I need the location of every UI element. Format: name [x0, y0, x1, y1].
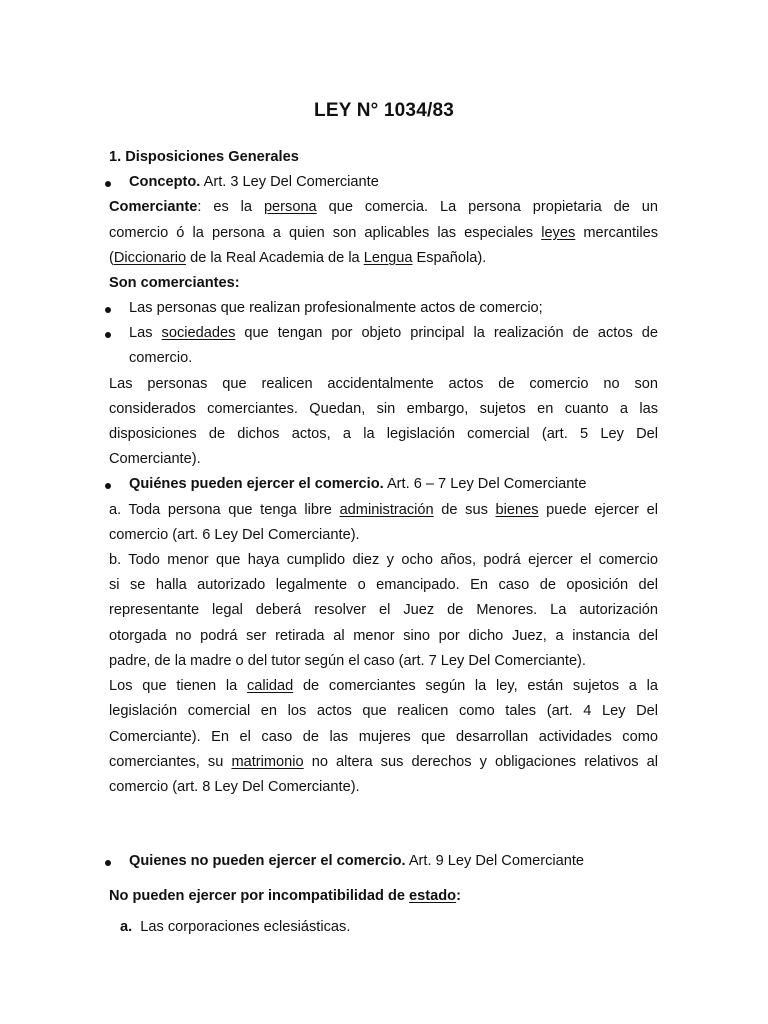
paragraph-line: Comerciante). [109, 451, 201, 467]
paragraph-line: padre, de la madre o del tutor según el caso (art. 7 Ley Del Comerciante). [109, 653, 586, 669]
calidad-line-4: comerciantes, su matrimonio no altera sus derechos y obligaciones relativos al [109, 754, 658, 770]
item-a-line-2: comercio (art. 6 Ley Del Comerciante). [109, 527, 360, 543]
paragraph-line: comercio (art. 8 Ley Del Comerciante). [109, 779, 360, 795]
section-heading: 1. Disposiciones Generales [109, 149, 299, 165]
list-item: Las sociedades que tengan por objeto principal la realización de actos de [129, 325, 658, 341]
bullet-icon [105, 483, 111, 489]
paragraph-line: Las personas que realicen accidentalmente actos de comercio no son [109, 376, 658, 392]
definition-line-3: (Diccionario de la Real Academia de la Lengua Española). [109, 250, 487, 266]
estado-link[interactable]: estado [409, 888, 457, 904]
administracion-link[interactable]: administración [339, 502, 434, 518]
paragraph-line: considerados comerciantes. Quedan, sin embargo, sujetos en cuanto a las [109, 401, 658, 417]
paragraph-line: b. Todo menor que haya cumplido diez y ocho años, podrá ejercer el comercio [109, 552, 658, 568]
paragraph-line: Comerciante). En el caso de las mujeres que desarrollan actividades como [109, 729, 658, 745]
concepto-line [129, 172, 658, 192]
item-a-line-1: a. Toda persona que tenga libre administración de sus bienes puede ejercer el [109, 502, 658, 518]
definition-line-2: comercio ó la persona a quien son aplicables las especiales leyes mercantiles [109, 225, 658, 241]
list-item-cont: comercio. [129, 350, 193, 366]
calidad-link[interactable]: calidad [246, 678, 294, 694]
diccionario-link[interactable]: Diccionario [113, 250, 187, 266]
bullet-icon [105, 860, 111, 866]
quienes-line: Quiénes pueden ejercer el comercio. Art. 6 – 7 Ley Del Comerciante [129, 476, 587, 492]
bullet-icon [105, 181, 111, 187]
matrimonio-link[interactable]: matrimonio [231, 754, 304, 770]
definition-line-1: Comerciante: es la persona que comercia. La persona propietaria de un [109, 199, 658, 215]
comerciante-term: Comerciante [109, 199, 198, 215]
list-marker: a. [120, 919, 133, 935]
paragraph-line: legislación comercial en los actos que realicen como tales (art. 4 Ley Del [109, 703, 658, 719]
list-item: a. Las corporaciones eclesiásticas. [120, 919, 351, 935]
persona-link[interactable]: persona [263, 199, 317, 215]
list-item: Las personas que realizan profesionalmente actos de comercio; [129, 300, 543, 316]
paragraph-line: representante legal deberá resolver el Juez de Menores. La autorización [109, 602, 658, 618]
paragraph-line: disposiciones de dichos actos, a la legislación comercial (art. 5 Ley Del [109, 426, 658, 442]
sociedades-link[interactable]: sociedades [161, 325, 236, 341]
calidad-line-1: Los que tienen la calidad de comerciantes según la ley, están sujetos a la [109, 678, 658, 694]
son-comerciantes-heading: Son comerciantes: [109, 275, 240, 291]
page-title: LEY N° 1034/83 [314, 100, 454, 121]
bullet-icon [105, 307, 111, 313]
concepto-label: Concepto. [129, 174, 201, 190]
bienes-link[interactable]: bienes [495, 502, 539, 518]
lengua-link[interactable]: Lengua [363, 250, 413, 266]
leyes-link[interactable]: leyes [541, 225, 576, 241]
no-pueden-line: Quienes no pueden ejercer el comercio. Art. 9 Ley Del Comerciante [129, 853, 585, 869]
paragraph-line: otorgada no podrá ser retirada al menor sino por dicho Juez, a instancia del [109, 628, 658, 644]
incompatibilidad-heading: No pueden ejercer por incompatibilidad de estado: [109, 888, 461, 904]
bullet-icon [105, 332, 111, 338]
paragraph-line: si se halla autorizado legalmente o emancipado. En caso de oposición del [109, 577, 658, 593]
concepto-ref: Art. 3 Ley Del Comerciante [203, 174, 379, 190]
